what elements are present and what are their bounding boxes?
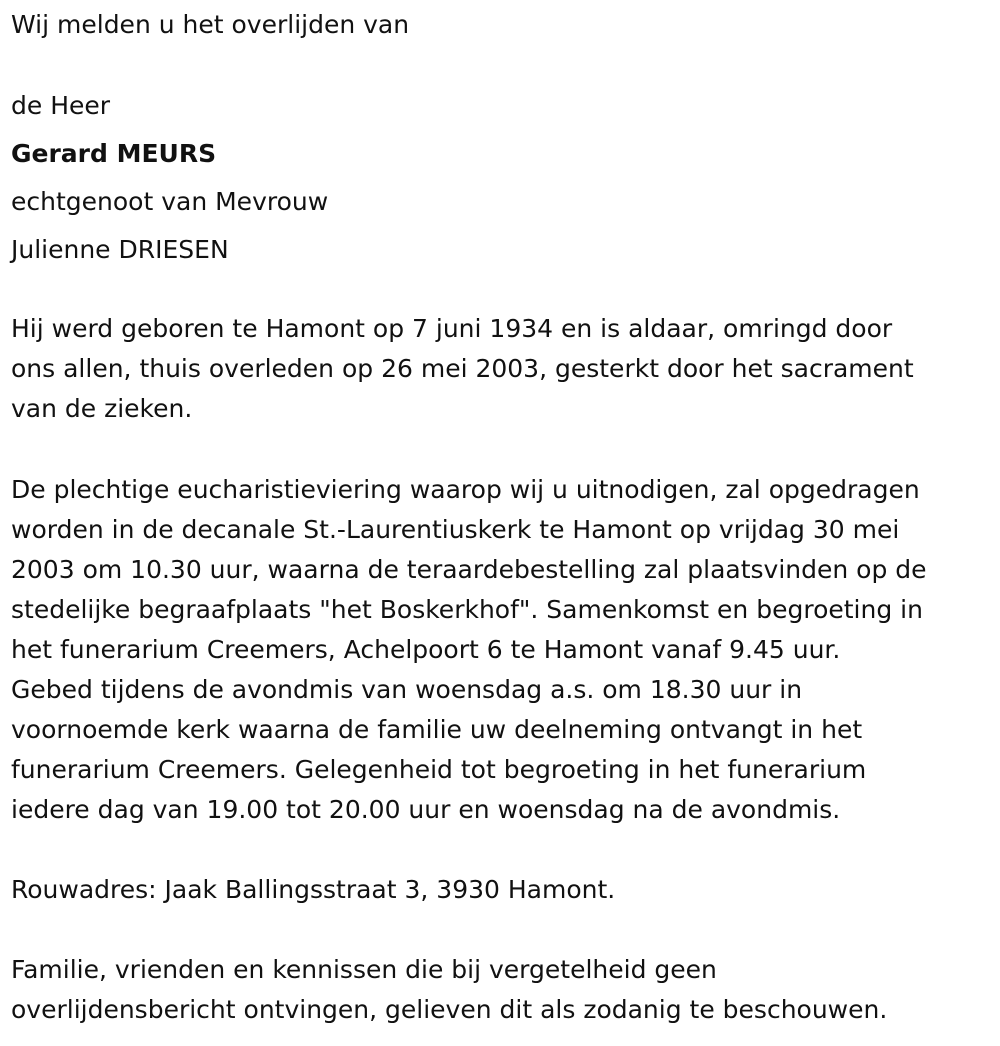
paragraph-line: voornoemde kerk waarna de familie uw deelneming ontvangt in het — [11, 715, 863, 744]
paragraph-line: funerarium Creemers. Gelegenheid tot begroeting in het funerarium — [11, 755, 867, 784]
address-paragraph — [11, 870, 996, 910]
paragraph-line: iedere dag van 19.00 tot 20.00 uur en woensdag na de avondmis. — [11, 795, 841, 824]
paragraph-line: Gebed tijdens de avondmis van woensdag a.s. om 18.30 uur in — [11, 675, 803, 704]
paragraph-line: ons allen, thuis overleden op 26 mei 2003, gesterkt door het sacrament — [11, 354, 914, 383]
birth-death-paragraph — [11, 309, 996, 429]
paragraph-line: het funerarium Creemers, Achelpoort 6 te Hamont vanaf 9.45 uur. — [11, 635, 841, 664]
mourning-address: Rouwadres: Jaak Ballingsstraat 3, 3930 Hamont. — [11, 875, 616, 904]
deceased-name: Gerard MEURS — [11, 139, 217, 168]
relation-text: echtgenoot van Mevrouw — [11, 187, 329, 216]
paragraph-line: van de zieken. — [11, 394, 193, 423]
paragraph-line: worden in de decanale St.-Laurentiuskerk te Hamont op vrijdag 30 mei — [11, 515, 900, 544]
spouse-name: Julienne DRIESEN — [11, 235, 229, 264]
person-title: de Heer — [11, 91, 111, 120]
paragraph-line: stedelijke begraafplaats "het Boskerkhof". Samenkomst en begroeting in — [11, 595, 923, 624]
intro-text: Wij melden u het overlijden van — [11, 10, 410, 39]
paragraph-line: 2003 om 10.30 uur, waarna de teraardebestelling zal plaatsvinden op de — [11, 555, 927, 584]
notice-paragraph — [11, 950, 996, 1030]
paragraph-line: overlijdensbericht ontvingen, gelieven dit als zodanig te beschouwen. — [11, 995, 888, 1024]
paragraph-line: Familie, vrienden en kennissen die bij vergetelheid geen — [11, 955, 717, 984]
paragraph-line: Hij werd geboren te Hamont op 7 juni 1934 en is aldaar, omringd door — [11, 314, 893, 343]
ceremony-paragraph — [11, 470, 996, 830]
paragraph-line: De plechtige eucharistieviering waarop wij u uitnodigen, zal opgedragen — [11, 475, 920, 504]
